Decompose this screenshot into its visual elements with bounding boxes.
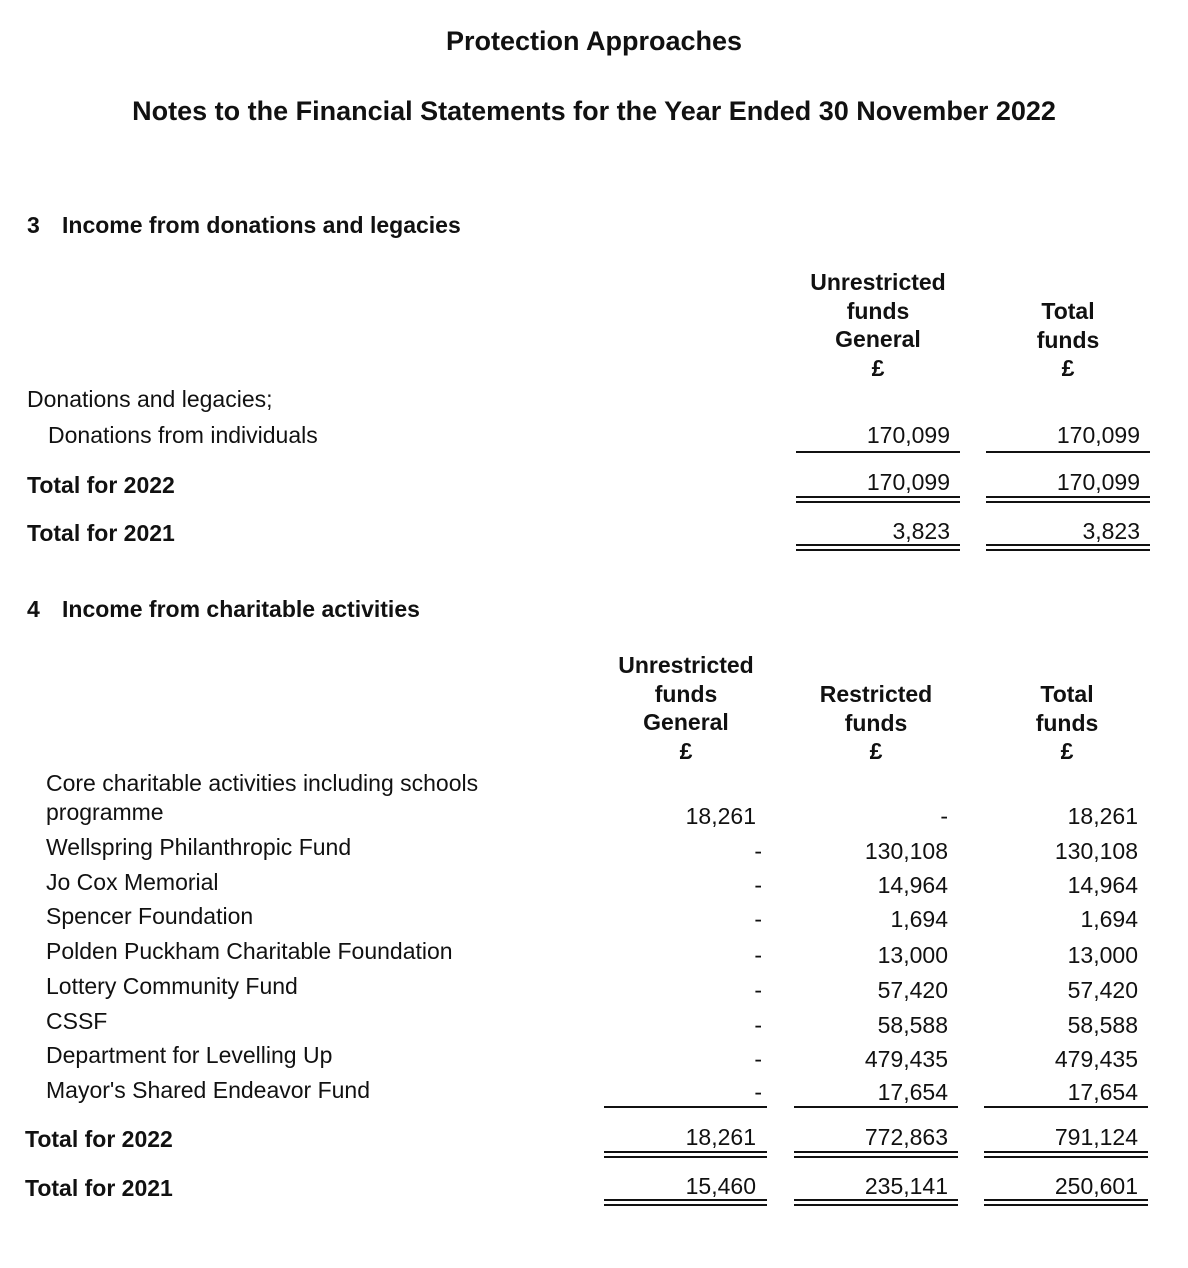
note4-row-label: Spencer Foundation: [46, 903, 254, 929]
note3-total-2022-total: 170,099: [1056, 469, 1140, 495]
note4-total-2021-double-rule: [984, 1199, 1148, 1206]
note4-row-restricted: 57,420: [877, 977, 948, 1003]
note4-row-unrestricted: -: [754, 977, 762, 1003]
note3-row-label: Donations from individuals: [48, 422, 318, 448]
note4-row-unrestricted: -: [754, 872, 762, 898]
note3-total-2021-double-rule: [986, 544, 1150, 551]
note4-total-2022-double-rule: [604, 1151, 767, 1158]
note4-row-total: 130,108: [1054, 838, 1138, 864]
note4-total-2022-double-rule: [984, 1151, 1148, 1158]
note4-total-2022-total: 791,124: [1054, 1124, 1138, 1150]
note4-row-unrestricted: -: [754, 838, 762, 864]
note4-row-total: 13,000: [1067, 942, 1138, 968]
note4-row-label: Core charitable activities including schools: [46, 770, 479, 796]
note4-row-label: Lottery Community Fund: [46, 973, 298, 999]
note4-total-2022-double-rule: [794, 1151, 958, 1158]
note4-row-label: Jo Cox Memorial: [46, 869, 219, 895]
note4-row-unrestricted: -: [754, 1079, 762, 1105]
note4-total-2021-label: Total for 2021: [25, 1175, 173, 1201]
note4-total-2021-double-rule: [794, 1199, 958, 1206]
note3-col-unrestricted-header: Unrestricted funds General £: [810, 269, 946, 381]
note4-row-restricted: 13,000: [877, 942, 948, 968]
note3-total-2021-total: 3,823: [1082, 518, 1140, 544]
note3-row-unrestricted: 170,099: [866, 422, 950, 448]
note4-row-restricted: 14,964: [877, 872, 948, 898]
note4-total-2021-total: 250,601: [1054, 1173, 1138, 1199]
note4-row-label: Mayor's Shared Endeavor Fund: [46, 1077, 371, 1103]
note4-row-unrestricted: 18,261: [685, 803, 756, 829]
note4-col-unrestricted-header: Unrestricted funds General £: [618, 652, 754, 764]
note4-row-total: 17,654: [1067, 1079, 1138, 1105]
note4-subtotal-rule: [794, 1106, 958, 1108]
note3-total-2021-unrestricted: 3,823: [892, 518, 950, 544]
note4-row-restricted: 479,435: [864, 1046, 948, 1072]
note3-total-2022-label: Total for 2022: [27, 472, 175, 498]
note3-col-total-header: Total funds £: [1036, 298, 1100, 381]
note4-col-total-header: Total funds £: [1035, 681, 1099, 764]
note4-number: 4: [27, 596, 40, 622]
note4-total-2022-restricted: 772,863: [864, 1124, 948, 1150]
note4-row-restricted: 17,654: [877, 1079, 948, 1105]
note4-row-label: Polden Puckham Charitable Foundation: [46, 938, 453, 964]
note4-row-unrestricted: -: [754, 906, 762, 932]
note4-row-label: Department for Levelling Up: [46, 1042, 333, 1068]
note4-total-2021-double-rule: [604, 1199, 767, 1206]
note3-subtotal-rule: [796, 451, 960, 453]
note4-row-total: 14,964: [1067, 872, 1138, 898]
organisation-name: Protection Approaches: [445, 26, 743, 56]
note4-row-total: 58,588: [1067, 1012, 1138, 1038]
note3-row-total: 170,099: [1056, 422, 1140, 448]
note4-subtotal-rule: [984, 1106, 1148, 1108]
note4-total-2022-unrestricted: 18,261: [685, 1124, 756, 1150]
note3-heading: Income from donations and legacies: [62, 212, 461, 238]
note4-row-total: 1,694: [1080, 906, 1138, 932]
note4-total-2021-unrestricted: 15,460: [685, 1173, 756, 1199]
note4-row-total: 18,261: [1067, 803, 1138, 829]
note4-row-restricted: -: [940, 803, 948, 829]
note4-row-total: 479,435: [1054, 1046, 1138, 1072]
note3-number: 3: [27, 212, 40, 238]
note4-heading: Income from charitable activities: [62, 596, 420, 622]
note3-total-2022-unrestricted: 170,099: [866, 469, 950, 495]
note3-subtotal-rule: [986, 451, 1150, 453]
note4-col-restricted-header: Restricted funds £: [819, 681, 933, 764]
note4-total-2021-restricted: 235,141: [864, 1173, 948, 1199]
note4-row-unrestricted: -: [754, 1012, 762, 1038]
note4-row-unrestricted: -: [754, 1046, 762, 1072]
note4-row-label-continued: programme: [46, 799, 164, 825]
note3-total-2021-double-rule: [796, 544, 960, 551]
note4-subtotal-rule: [604, 1106, 767, 1108]
note3-total-2022-double-rule: [986, 496, 1150, 503]
note3-total-2021-label: Total for 2021: [27, 520, 175, 546]
note3-group-label: Donations and legacies;: [27, 386, 273, 412]
note4-row-unrestricted: -: [754, 942, 762, 968]
note4-row-restricted: 1,694: [890, 906, 948, 932]
page-title: Notes to the Financial Statements for the Year Ended 30 November 2022: [132, 96, 1056, 126]
note4-total-2022-label: Total for 2022: [25, 1126, 173, 1152]
note4-row-label: CSSF: [46, 1008, 108, 1034]
note4-row-label: Wellspring Philanthropic Fund: [46, 834, 352, 860]
note4-row-restricted: 130,108: [864, 838, 948, 864]
note3-total-2022-double-rule: [796, 496, 960, 503]
note4-row-restricted: 58,588: [877, 1012, 948, 1038]
note4-row-total: 57,420: [1067, 977, 1138, 1003]
